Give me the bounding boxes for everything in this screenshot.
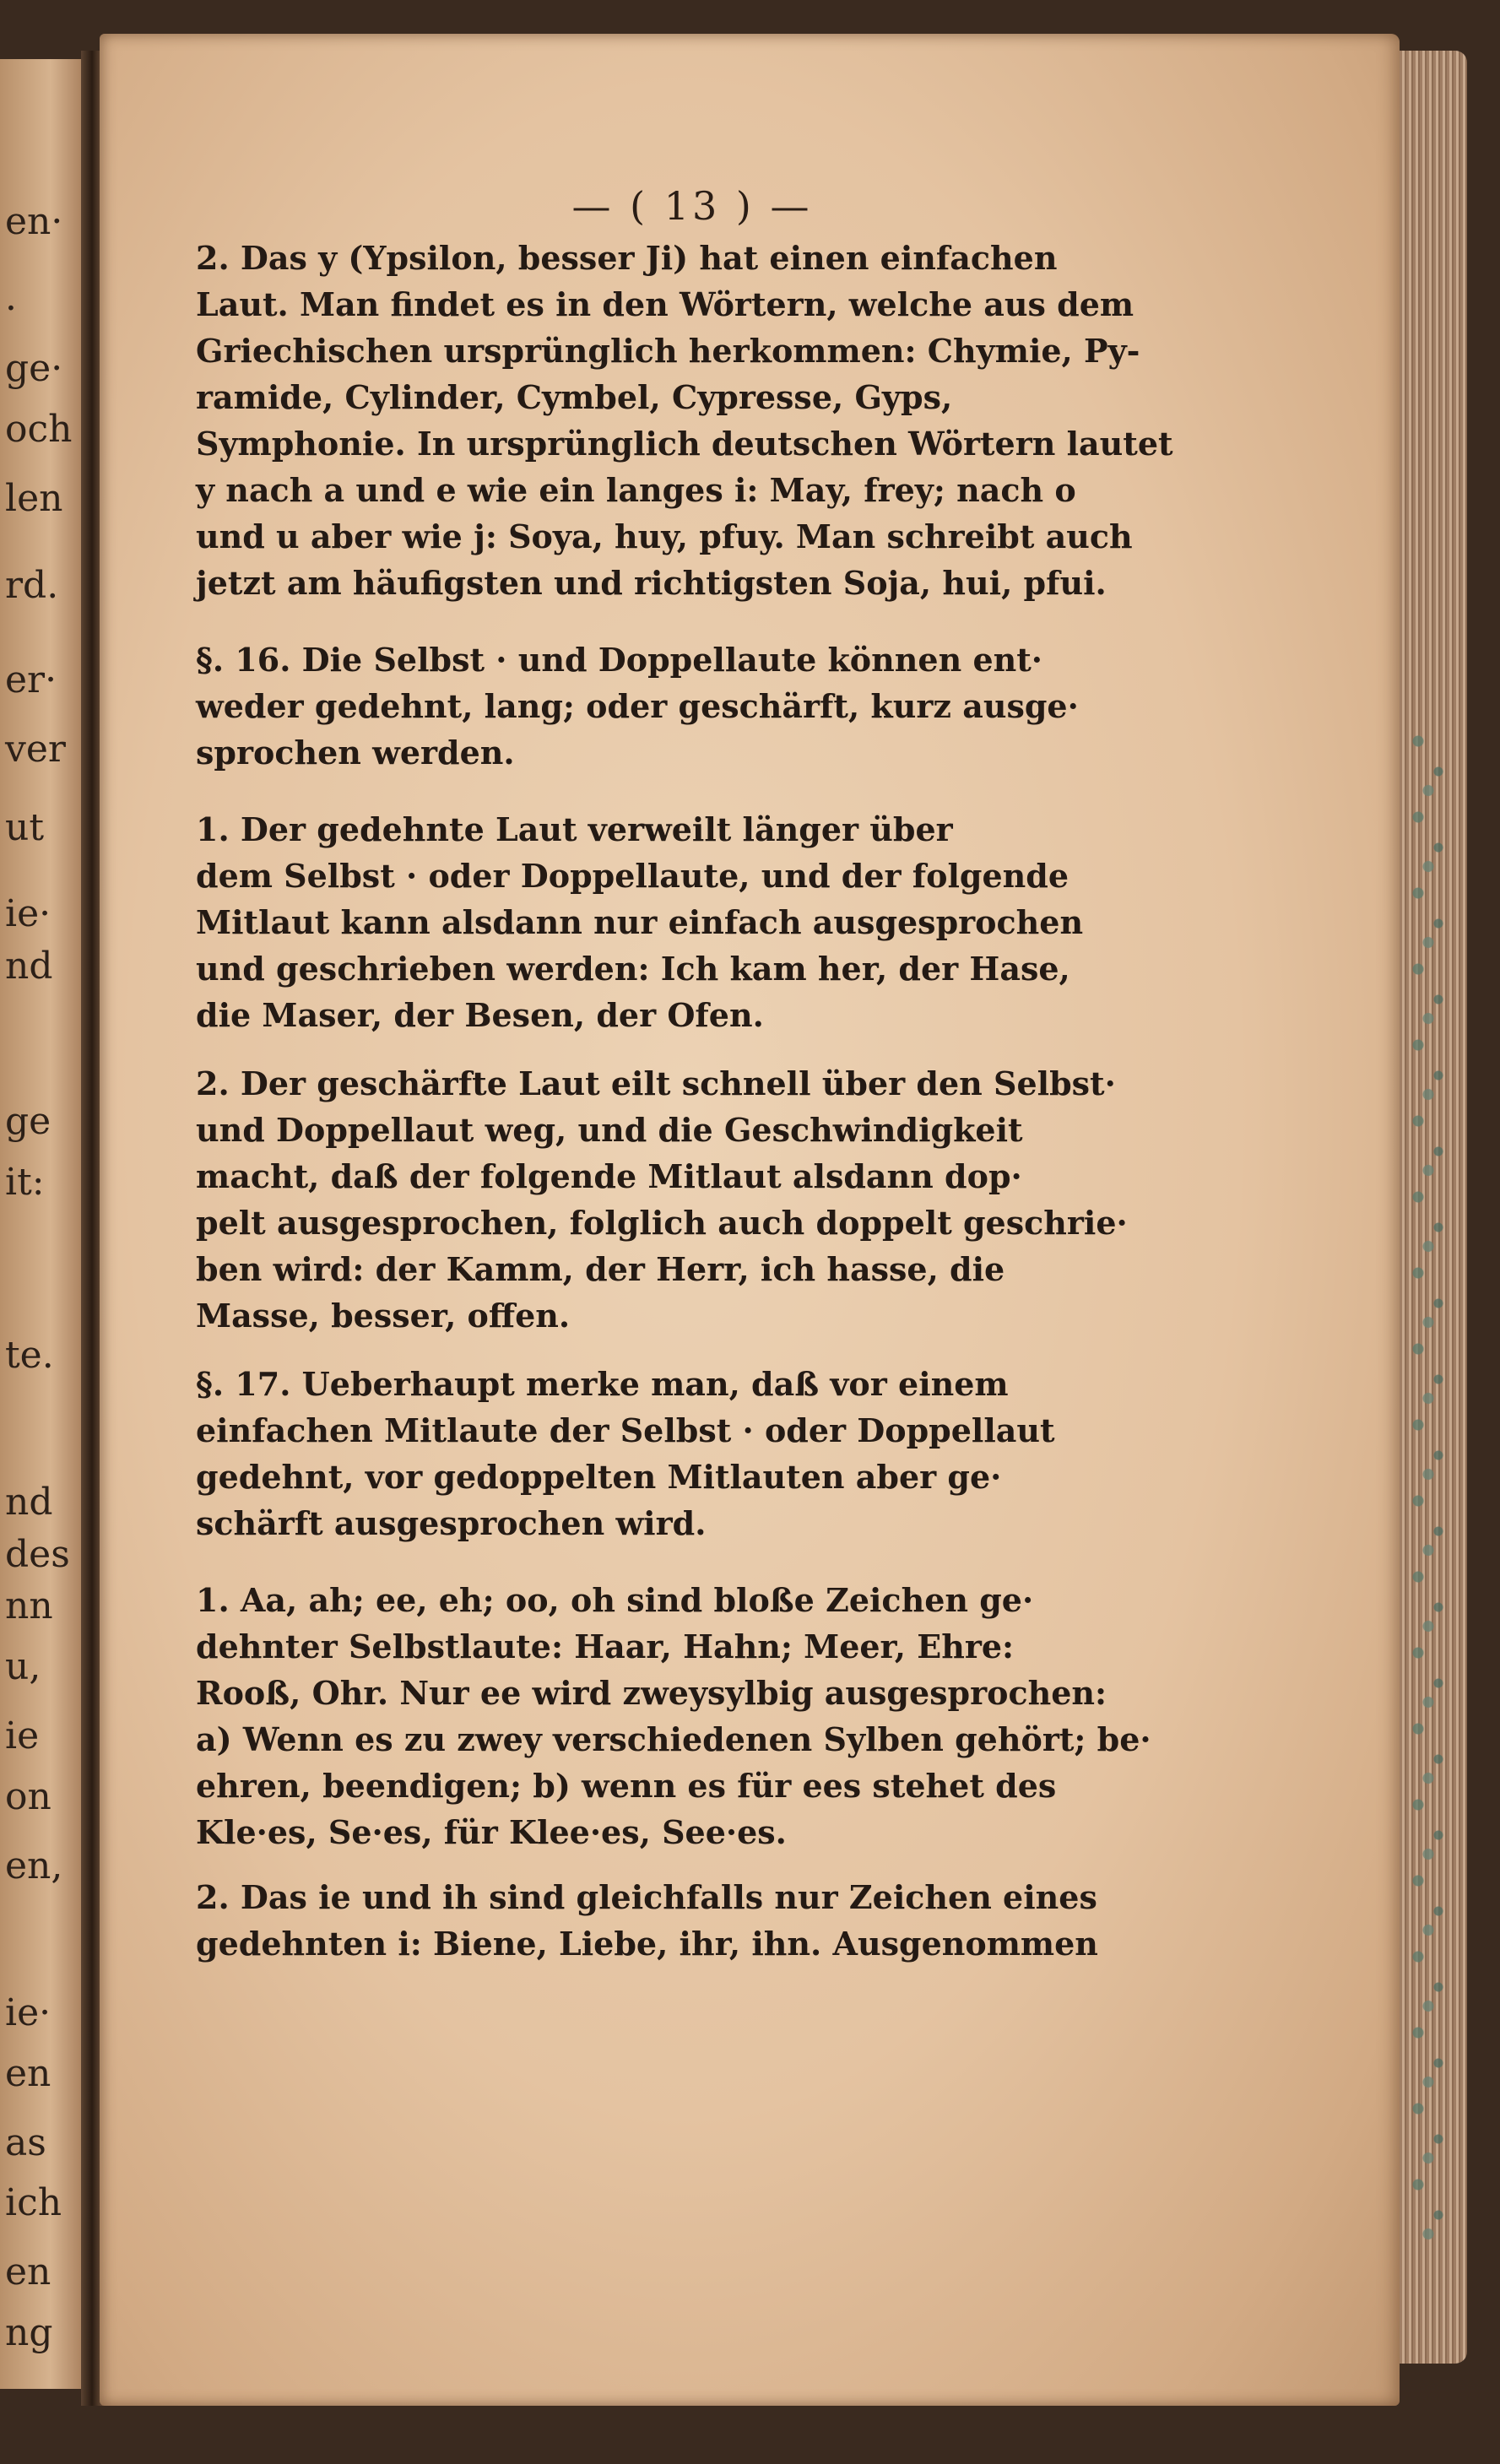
- left-page-fragment: ich: [5, 2181, 62, 2225]
- text-line: Rooß, Ohr. Nur ee wird zweysylbig ausgesprochen:: [196, 1674, 1107, 1712]
- text-line: 1. Der gedehnte Laut verweilt länger über: [196, 810, 953, 848]
- left-page-fragment: er·: [5, 658, 57, 702]
- left-page-fragment: ver: [5, 728, 66, 772]
- text-line: 2. Das ie und ih sind gleichfalls nur Zeichen eines: [196, 1878, 1097, 1916]
- left-page-fragment: en,: [5, 1844, 63, 1887]
- text-line: gedehnt, vor gedoppelten Mitlauten aber ge·: [196, 1458, 1002, 1496]
- text-line: und geschrieben werden: Ich kam her, der Hase,: [196, 950, 1070, 988]
- text-line: ben wird: der Kamm, der Herr, ich hasse, die: [196, 1250, 1005, 1288]
- left-page-fragment: ge·: [5, 347, 63, 391]
- left-page-fragment: nd: [5, 1481, 53, 1524]
- left-page-fragment: ie: [5, 1714, 40, 1757]
- text-line: §. 16. Die Selbst · und Doppellaute können ent·: [196, 641, 1043, 679]
- text-line: ehren, beendigen; b) wenn es für ees stehet des: [196, 1767, 1057, 1805]
- left-page-fragment: len: [5, 477, 63, 520]
- paragraph-section-16: [196, 636, 1251, 776]
- left-page-fragment: u,: [5, 1644, 41, 1688]
- left-page-fragment: rd.: [5, 563, 59, 607]
- text-line: und Doppellaut weg, und die Geschwindigkeit: [196, 1111, 1023, 1149]
- text-line: 2. Das y (Ypsilon, besser Ji) hat einen einfachen: [196, 239, 1058, 277]
- left-page-fragment: des: [5, 1532, 70, 1576]
- text-line: pelt ausgesprochen, folglich auch doppelt geschrie·: [196, 1204, 1128, 1242]
- left-page-fragment: en·: [5, 200, 63, 243]
- left-page-fragment: en: [5, 2250, 51, 2294]
- page-text: [196, 184, 1251, 1967]
- text-line: und u aber wie j: Soya, huy, pfuy. Man schreibt auch: [196, 517, 1133, 555]
- text-line: macht, daß der folgende Mitlaut alsdann dop·: [196, 1157, 1022, 1195]
- marbled-edge: [1403, 726, 1462, 2245]
- text-line: Mitlaut kann alsdann nur einfach ausgesprochen: [196, 903, 1084, 941]
- text-line: y nach a und e wie ein langes i: May, frey; nach o: [196, 471, 1076, 509]
- text-line: jetzt am häufigsten und richtigsten Soja, hui, pfui.: [196, 564, 1107, 602]
- text-line: dehnter Selbstlaute: Haar, Hahn; Meer, Ehre:: [196, 1627, 1015, 1665]
- text-line: weder gedehnt, lang; oder geschärft, kurz ausge·: [196, 687, 1079, 725]
- text-line: Masse, besser, offen.: [196, 1297, 571, 1335]
- paragraph-section-17: [196, 1361, 1251, 1546]
- left-page-fragment: en: [5, 2051, 51, 2095]
- text-line: dem Selbst · oder Doppellaute, und der folgende: [196, 857, 1069, 895]
- text-line: schärft ausgesprochen wird.: [196, 1504, 707, 1542]
- paragraph-ypsilon: [196, 235, 1251, 606]
- text-line: gedehnten i: Biene, Liebe, ihr, ihn. Ausgenommen: [196, 1925, 1098, 1963]
- text-line: Kle·es, Se·es, für Klee·es, See·es.: [196, 1813, 787, 1851]
- text-line: Laut. Man findet es in den Wörtern, welche aus dem: [196, 285, 1134, 323]
- left-page-fragment: on: [5, 1774, 51, 1818]
- paragraph-16-2: [196, 1060, 1251, 1339]
- left-page-fragment: ie·: [5, 1990, 51, 2034]
- text-line: einfachen Mitlaute der Selbst · oder Doppellaut: [196, 1411, 1055, 1449]
- paragraph-17-1: [196, 1577, 1251, 1855]
- left-page-fragment: ie·: [5, 892, 51, 935]
- text-line: 1. Aa, ah; ee, eh; oo, oh sind bloße Zeichen ge·: [196, 1581, 1034, 1619]
- left-page-edge: [0, 59, 84, 2389]
- text-line: die Maser, der Besen, der Ofen.: [196, 996, 764, 1034]
- paragraph-16-1: [196, 806, 1251, 1038]
- left-page-fragment: ng: [5, 2311, 53, 2354]
- left-page-fragment: ·: [5, 286, 17, 330]
- text-line: Griechischen ursprünglich herkommen: Chymie, Py-: [196, 332, 1140, 370]
- text-line: §. 17. Ueberhaupt merke man, daß vor einem: [196, 1365, 1009, 1403]
- left-page-fragment: te.: [5, 1333, 54, 1377]
- left-page-fragment: ge: [5, 1100, 51, 1143]
- left-page-fragment: as: [5, 2120, 46, 2164]
- left-page-fragment: nn: [5, 1584, 53, 1627]
- page-number: — ( 13 ) —: [571, 183, 813, 229]
- left-page-fragment: it:: [5, 1160, 45, 1204]
- text-line: sprochen werden.: [196, 734, 515, 772]
- text-line: ramide, Cylinder, Cymbel, Cypresse, Gyps,: [196, 378, 953, 416]
- left-page-fragment: ut: [5, 805, 45, 849]
- text-line: Symphonie. In ursprünglich deutschen Wörtern lautet: [196, 425, 1173, 463]
- left-page-fragment: och: [5, 408, 73, 451]
- text-line: 2. Der geschärfte Laut eilt schnell über den Selbst·: [196, 1064, 1116, 1102]
- text-line: a) Wenn es zu zwey verschiedenen Sylben gehört; be·: [196, 1720, 1151, 1758]
- left-page-fragment: nd: [5, 944, 53, 988]
- paragraph-17-2: [196, 1874, 1251, 1967]
